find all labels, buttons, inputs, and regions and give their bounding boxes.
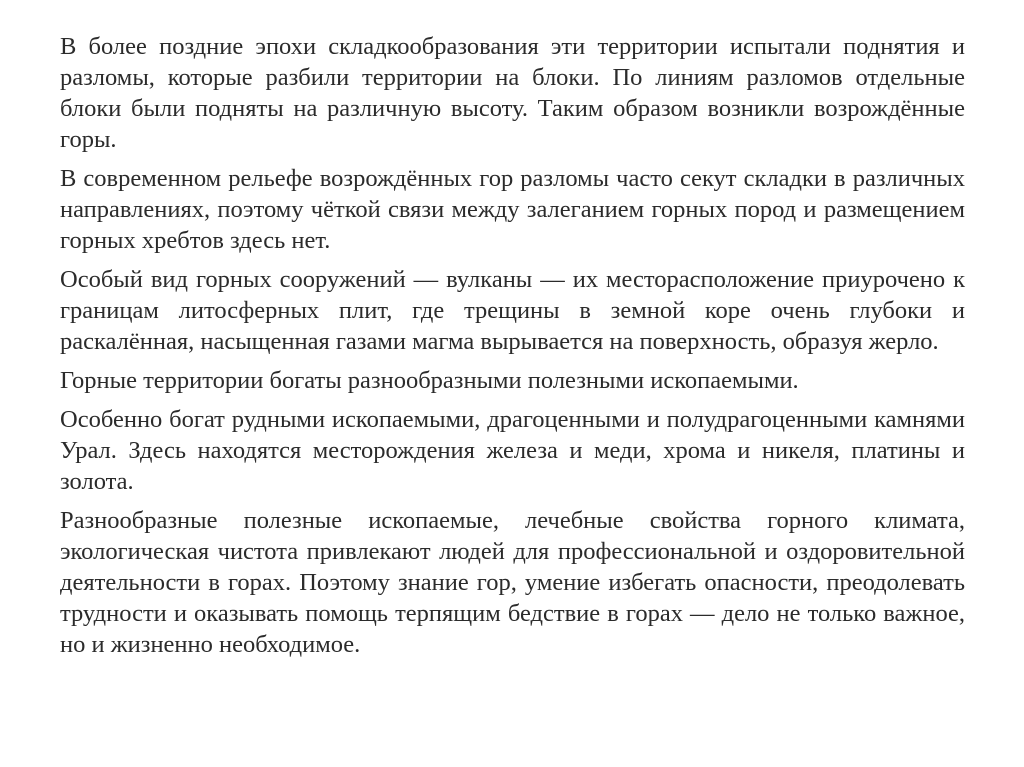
document-page: [60, 31, 965, 668]
paragraph-mountain-activities: Разнообразные полезные ископаемые, лечебные свойства горного климата, экологическая чистота привлекают людей для профессиональной и оздоровительной деятельности в горах. Поэтому знание гор, умение избегать опасности, преодолевать трудности и оказывать помощь терпящим бедствие в горах — дело не только важное, но и жизненно необходимое.: [60, 507, 965, 658]
paragraph-mineral-wealth: Горные территории богаты разнообразными полезными ископаемыми.: [60, 367, 799, 394]
paragraph-fault-block-mountains: В более поздние эпохи складкообразования эти территории испытали поднятия и разломы, которые разбили территории на блоки. По линиям разломов отдельные блоки были подняты на различную высоту. Таким образом возникли возрождённые горы.: [60, 33, 965, 153]
paragraph-ural-resources: Особенно богат рудными ископаемыми, драгоценными и полудрагоценными камнями Урал. Здесь находятся месторождения железа и меди, хрома и никеля, платины и золота.: [60, 406, 965, 495]
paragraph-volcanoes: Особый вид горных сооружений — вулканы — их месторасположение приурочено к границам литосферных плит, где трещины в земной коре очень глубоки и раскалённая, насыщенная газами магма вырывается на поверхность, образуя жерло.: [60, 266, 965, 355]
paragraph-fault-relief: В современном рельефе возрождённых гор разломы часто секут складки в различных направлениях, поэтому чёткой связи между залеганием горных пород и размещением горных хребтов здесь нет.: [60, 165, 965, 254]
